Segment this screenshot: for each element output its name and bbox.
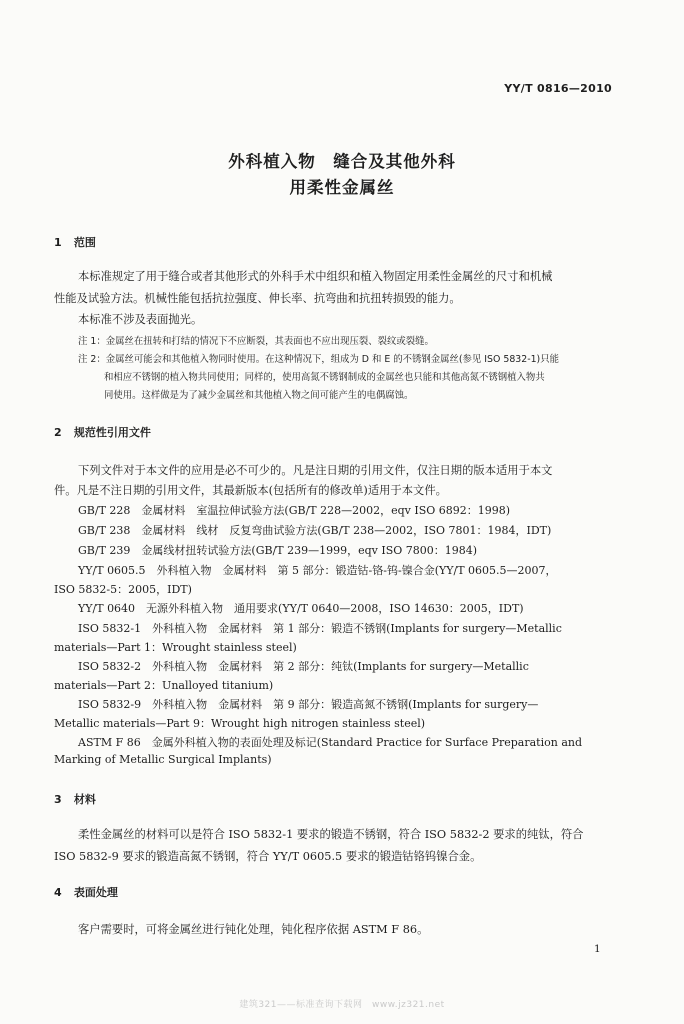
section-heading-materials: [54, 791, 96, 807]
section-number: 1: [54, 236, 62, 249]
note-2-line: 和相应不锈钢的植入物共同使用；同样的，使用高氮不锈钢制成的金属丝也只能和其他高氮不锈钢植入物共: [104, 372, 545, 383]
section-title: 范围: [73, 236, 96, 249]
reference-astm-f86-cont: Marking of Metallic Surgical Implants): [54, 753, 272, 766]
reference-yyt-0605-5: YY/T 0605.5 外科植入物 金属材料 第 5 部分：锻造钴-铬-钨-镍合金(YY/T 0605.5—2007，: [78, 564, 557, 577]
reference-gbt-239: GB/T 239 金属线材扭转试验方法(GB/T 239—1999，eqv ISO 7800：1984): [78, 544, 478, 557]
materials-paragraph-line: ISO 5832-9 要求的锻造高氮不锈钢，符合 YY/T 0605.5 要求的锻造钴铬钨镍合金。: [54, 850, 482, 863]
section-heading-normative-references: [54, 424, 151, 440]
reference-iso-5832-2-cont: materials—Part 2：Unalloyed titanium): [54, 679, 274, 692]
reference-gbt-238: GB/T 238 金属材料 线材 反复弯曲试验方法(GB/T 238—2002，ISO 7801：1984，IDT): [78, 524, 552, 537]
section-title: 表面处理: [73, 886, 118, 899]
reference-iso-5832-2: ISO 5832-2 外科植入物 金属材料 第 2 部分：纯钛(Implants for surgery—Metallic: [78, 660, 529, 673]
reference-iso-5832-9: ISO 5832-9 外科植入物 金属材料 第 9 部分：锻造高氮不锈钢(Implants for surgery—: [78, 698, 539, 711]
reference-yyt-0640: YY/T 0640 无源外科植入物 通用要求(YY/T 0640—2008，ISO 14630：2005，IDT): [78, 602, 524, 615]
scope-paragraph-line: 本标准规定了用于缝合或者其他形式的外科手术中组织和植入物固定用柔性金属丝的尺寸和机械: [78, 270, 553, 283]
scope-paragraph-line: 性能及试验方法。机械性能包括抗拉强度、伸长率、抗弯曲和抗扭转损毁的能力。: [54, 292, 461, 305]
reference-astm-f86: ASTM F 86 金属外科植入物的表面处理及标记(Standard Practice for Surface Preparation and: [78, 736, 583, 749]
section-title: 材料: [73, 793, 96, 806]
watermark: 建筑321——标准查询下载网 www.jz321.net: [239, 1000, 445, 1010]
section-number: 2: [54, 426, 62, 439]
scope-surface-finish: 本标准不涉及表面抛光。: [78, 313, 203, 326]
document-title-line2: 用柔性金属丝: [289, 178, 395, 197]
note-1: 注 1：金属丝在扭转和打结的情况下不应断裂，其表面也不应出现压裂、裂纹或裂缝。: [78, 336, 434, 347]
reference-iso-5832-9-cont: Metallic materials—Part 9：Wrought high nitrogen stainless steel): [54, 717, 426, 730]
surface-treatment-paragraph: 客户需要时，可将金属丝进行钝化处理，钝化程序依据 ASTM F 86。: [78, 923, 429, 936]
section-title: 规范性引用文件: [73, 426, 151, 439]
references-intro-line: 件。凡是不注日期的引用文件，其最新版本(包括所有的修改单)适用于本文件。: [54, 484, 447, 497]
reference-gbt-228: GB/T 228 金属材料 室温拉伸试验方法(GB/T 228—2002，eqv ISO 6892：1998): [78, 504, 511, 517]
page-number: 1: [594, 943, 601, 955]
references-intro-line: 下列文件对于本文件的应用是必不可少的。凡是注日期的引用文件，仅注日期的版本适用于本文: [78, 464, 553, 477]
reference-iso-5832-1: ISO 5832-1 外科植入物 金属材料 第 1 部分：锻造不锈钢(Implants for surgery—Metallic: [78, 622, 562, 635]
document-title-line1: 外科植入物 缝合及其他外科: [228, 152, 456, 171]
note-2-line: 注 2：金属丝可能会和其他植入物同时使用。在这种情况下，组成为 D 和 E 的不锈钢金属丝(参见 ISO 5832-1)只能: [78, 354, 559, 365]
section-number: 3: [54, 793, 62, 806]
section-heading-surface-treatment: [54, 884, 118, 900]
note-2-line: 同使用。这样做是为了减少金属丝和其他植入物之间可能产生的电偶腐蚀。: [104, 390, 414, 401]
section-number: 4: [54, 886, 62, 899]
section-heading-scope: [54, 234, 96, 250]
reference-yyt-0605-5-cont: ISO 5832-5：2005，IDT): [54, 583, 192, 596]
reference-iso-5832-1-cont: materials—Part 1：Wrought stainless steel): [54, 641, 297, 654]
standard-number: YY/T 0816—2010: [504, 82, 612, 95]
materials-paragraph-line: 柔性金属丝的材料可以是符合 ISO 5832-1 要求的锻造不锈钢，符合 ISO 5832-2 要求的纯钛，符合: [78, 828, 584, 841]
